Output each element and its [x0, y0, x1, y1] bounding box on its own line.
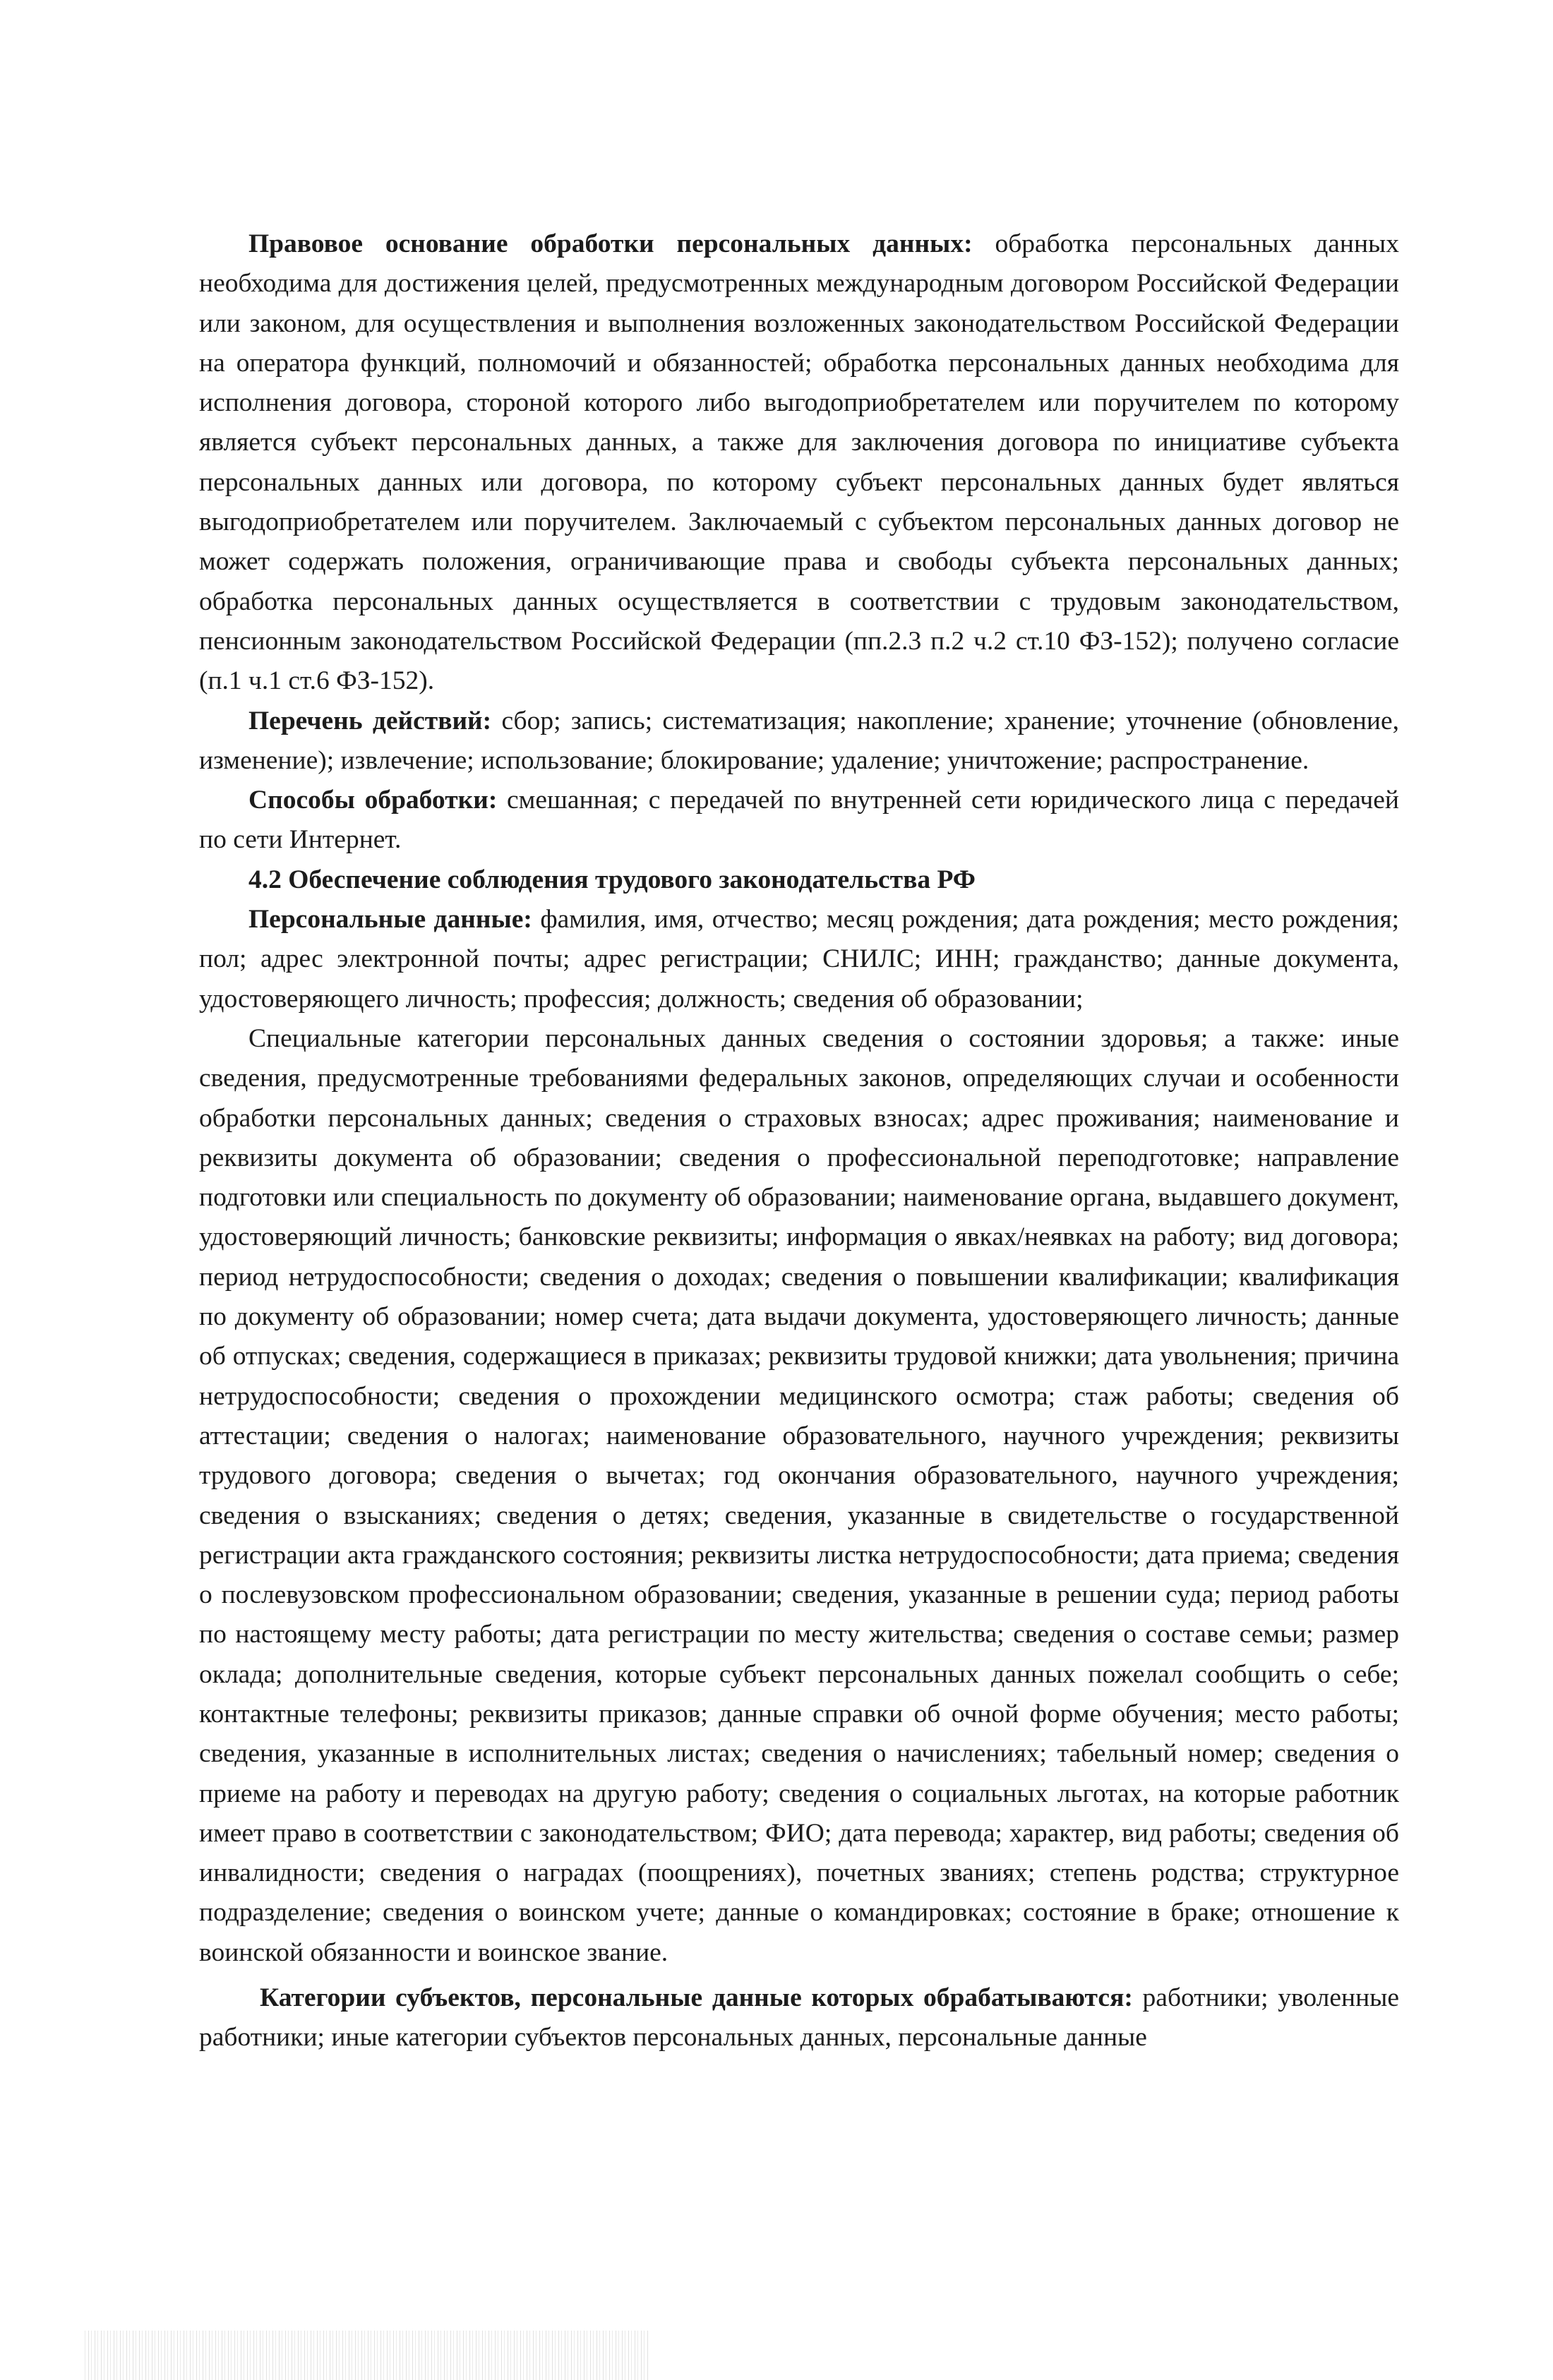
processing-methods-label: Способы обработки:	[248, 786, 498, 815]
actions-list-text: сбор; запись; систематизация; накопление; хранение; уточнение (обновление, изменение); извлечение; использование; блокирование; удаление; уничтожение; распространение.	[199, 706, 1399, 775]
subject-categories-paragraph	[199, 1978, 1399, 2058]
document-page	[199, 224, 1399, 2058]
personal-data-text: фамилия, имя, отчество; месяц рождения; дата рождения; место рождения; пол; адрес электронной почты; адрес регистрации; СНИЛС; ИНН; гражданство; данные документа, удостоверяющего личность; профессия; должность; сведения об образовании;	[199, 905, 1399, 1014]
personal-data-paragraph	[199, 900, 1399, 1019]
scan-artifact	[85, 2331, 649, 2380]
section-heading	[199, 860, 1399, 900]
section-heading-text: 4.2 Обеспечение соблюдения трудового законодательства РФ	[248, 865, 976, 894]
legal-basis-label: Правовое основание обработки персональных данных:	[248, 229, 973, 258]
special-categories-paragraph	[199, 1019, 1399, 1973]
personal-data-label: Персональные данные:	[248, 905, 532, 934]
subject-categories-text: работники; уволенные работники; иные категории субъектов персональных данных, персональные данные	[199, 1983, 1399, 2053]
actions-list-label: Перечень действий:	[248, 706, 492, 735]
actions-list-paragraph	[199, 702, 1399, 781]
legal-basis-paragraph	[199, 224, 1399, 702]
legal-basis-text: обработка персональных данных необходима для достижения целей, предусмотренных международным договором Российской Федерации или законом, для осуществления и выполнения возложенных законодательством Российской Федерации на оператора функций, полномочий и обязанностей; обработка персональных данных необходима для исполнения договора, стороной которого либо выгодоприобретателем или поручителем по которому является субъект персональных данных, а также для заключения договора по инициативе субъекта персональных данных или договора, по которому субъект персональных данных будет являться выгодоприобретателем или поручителем. Заключаемый с субъектом персональных данных договор не может содержать положения, ограничивающие права и свободы субъекта персональных данных; обработка персональных данных осуществляется в соответствии с трудовым законодательством, пенсионным законодательством Российской Федерации (пп.2.3 п.2 ч.2 ст.10 ФЗ-152); получено согласие (п.1 ч.1 ст.6 ФЗ-152).	[199, 229, 1400, 696]
processing-methods-text: смешанная; с передачей по внутренней сети юридического лица с передачей по сети Интернет.	[199, 786, 1399, 855]
subject-categories-label: Категории субъектов, персональные данные которых обрабатываются:	[260, 1983, 1133, 2013]
special-categories-text: Специальные категории персональных данных сведения о состоянии здоровья; а также: иные сведения, предусмотренные требованиями федеральных законов, определяющих случаи и особенности обработки персональных данных; сведения о страховых взносах; адрес проживания; наименование и реквизиты документа об образовании; сведения о профессиональной переподготовке; направление подготовки или специальность по документу об образовании; наименование органа, выдавшего документ, удостоверяющий личность; банковские реквизиты; информация о явках/неявках на работу; вид договора; период нетрудоспособности; сведения о доходах; сведения о повышении квалификации; квалификация по документу об образовании; номер счета; дата выдачи документа, удостоверяющего личность; данные об отпусках; сведения, содержащиеся в приказах; реквизиты трудовой книжки; дата увольнения; причина нетрудоспособности; сведения о прохождении медицинского осмотра; стаж работы; сведения об аттестации; сведения о налогах; наименование образовательного, научного учреждения; реквизиты трудового договора; сведения о вычетах; год окончания образовательного, научного учреждения; сведения о взысканиях; сведения о детях; сведения, указанные в свидетельстве о государственной регистрации акта гражданского состояния; реквизиты листка нетрудоспособности; дата приема; сведения о послевузовском профессиональном образовании; сведения, указанные в решении суда; период работы по настоящему месту работы; дата регистрации по месту жительства; сведения о составе семьи; размер оклада; дополнительные сведения, которые субъект персональных данных пожелал сообщить о себе; контактные телефоны; реквизиты приказов; данные справки об очной форме обучения; место работы; сведения, указанные в исполнительных листах; сведения о начислениях; табельный номер; сведения о приеме на работу и переводах на другую работу; сведения о социальных льготах, на которые работник имеет право в соответствии с законодательством; ФИО; дата перевода; характер, вид работы; сведения об инвалидности; сведения о наградах (поощрениях), почетных званиях; степень родства; структурное подразделение; сведения о воинском учете; данные о командировках; состояние в браке; отношение к воинской обязанности и воинское звание.	[199, 1023, 1399, 1967]
processing-methods-paragraph	[199, 781, 1399, 860]
